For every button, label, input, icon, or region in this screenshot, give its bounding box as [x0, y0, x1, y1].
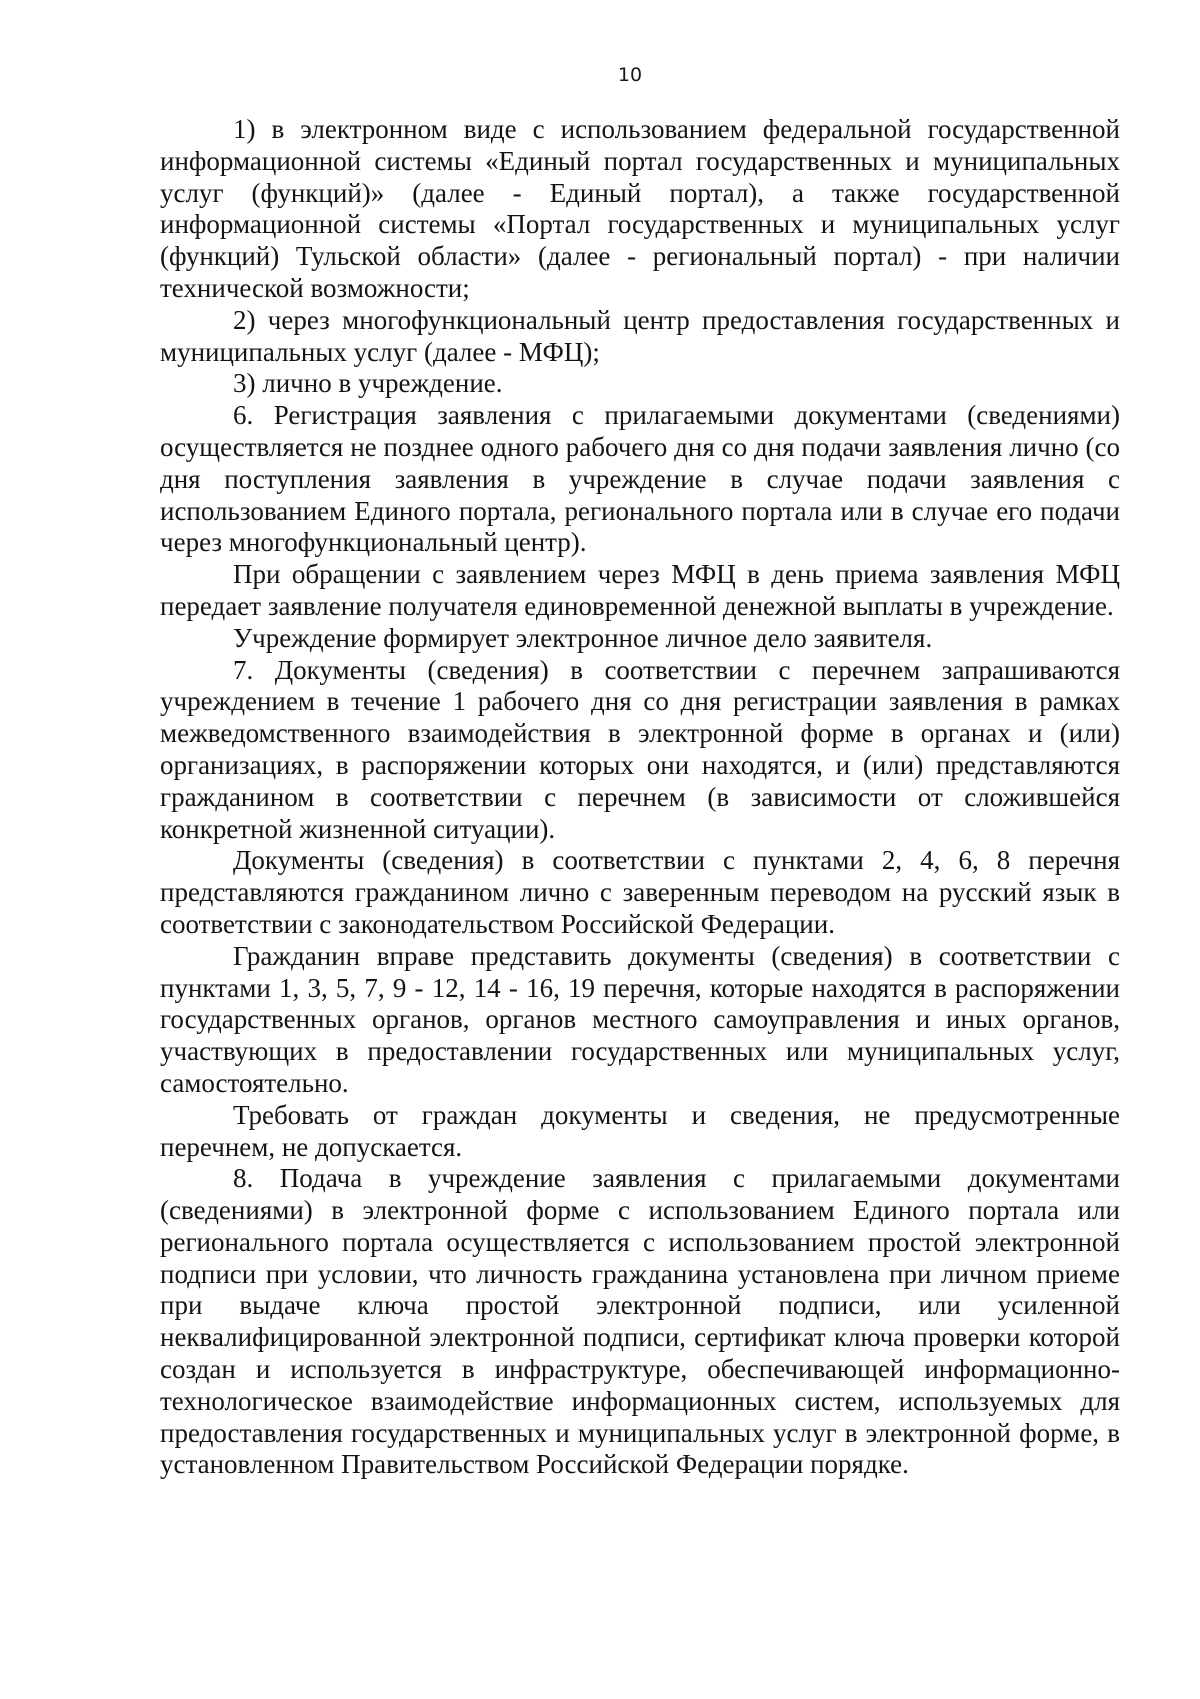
document-body [160, 114, 1120, 1481]
paragraph-clause-8-electronic-signature: 8. Подача в учреждение заявления с прилагаемыми документами (сведениями) в электронной форме с использованием Единого портала или регионального портала осуществляется с использованием простой электронной подписи при условии, что личность гражданина установлена при личном приеме при выдаче ключа простой электронной подписи, или усиленной неквалифицированной электронной подписи, сертификат ключа проверки которой создан и используется в инфраструктуре, обеспечивающей информационно-технологическое взаимодействие информационных систем, используемых для предоставления государственных и муниципальных услуг в электронной форме, в установленном Правительством Российской Федерации порядке. [160, 1163, 1120, 1480]
paragraph-mfc-transfer: При обращении с заявлением через МФЦ в день приема заявления МФЦ передает заявление получателя единовременной денежной выплаты в учреждение. [160, 559, 1120, 621]
paragraph-item-2-mfc: 2) через многофункциональный центр предоставления государственных и муниципальных услуг (далее - МФЦ); [160, 304, 1120, 367]
paragraph-prohibition: Требовать от граждан документы и сведения, не предусмотренные перечнем, не допускается. [160, 1099, 1120, 1162]
paragraph-personal-file: Учреждение формирует электронное личное дело заявителя. [233, 622, 933, 653]
paragraph-item-3-in-person: 3) лично в учреждение. [233, 368, 503, 399]
page-number: 10 [617, 64, 643, 86]
paragraph-citizen-right: Гражданин вправе представить документы (сведения) в соответствии с пунктами 1, 3, 5, 7, 9 - 12, 14 - 16, 19 перечня, которые находятся в распоряжении государственных органов, органов местного самоуправления и иных органов, участвующих в предоставлении государственных или муниципальных услуг, самостоятельно. [160, 940, 1120, 1098]
paragraph-translation-requirement: Документы (сведения) в соответствии с пунктами 2, 4, 6, 8 перечня представляются гражданином лично с заверенным переводом на русский язык в соответствии с законодательством Российской Федерации. [160, 845, 1120, 939]
paragraph-item-1-electronic: 1) в электронном виде с использованием федеральной государственной информационной системы «Единый портал государственных и муниципальных услуг (функций)» (далее - Единый портал), а также государственной информационной системы «Портал государственных и муниципальных услуг (функций) Тульской области» (далее - региональный портал) - при наличии технической возможности; [160, 114, 1120, 303]
paragraph-clause-6-registration: 6. Регистрация заявления с прилагаемыми документами (сведениями) осуществляется не позднее одного рабочего дня со дня подачи заявления лично (со дня поступления заявления в учреждение в случае подачи заявления с использованием Единого портала, регионального портала или в случае его подачи через многофункциональный центр). [160, 400, 1120, 558]
paragraph-clause-7-documents: 7. Документы (сведения) в соответствии с перечнем запрашиваются учреждением в течение 1 рабочего дня со дня регистрации заявления в рамках межведомственного взаимодействия в электронной форме в органах и (или) организациях, в распоряжении которых они находятся, и (или) представляются гражданином в соответствии с перечнем (в зависимости от сложившейся конкретной жизненной ситуации). [160, 654, 1120, 844]
